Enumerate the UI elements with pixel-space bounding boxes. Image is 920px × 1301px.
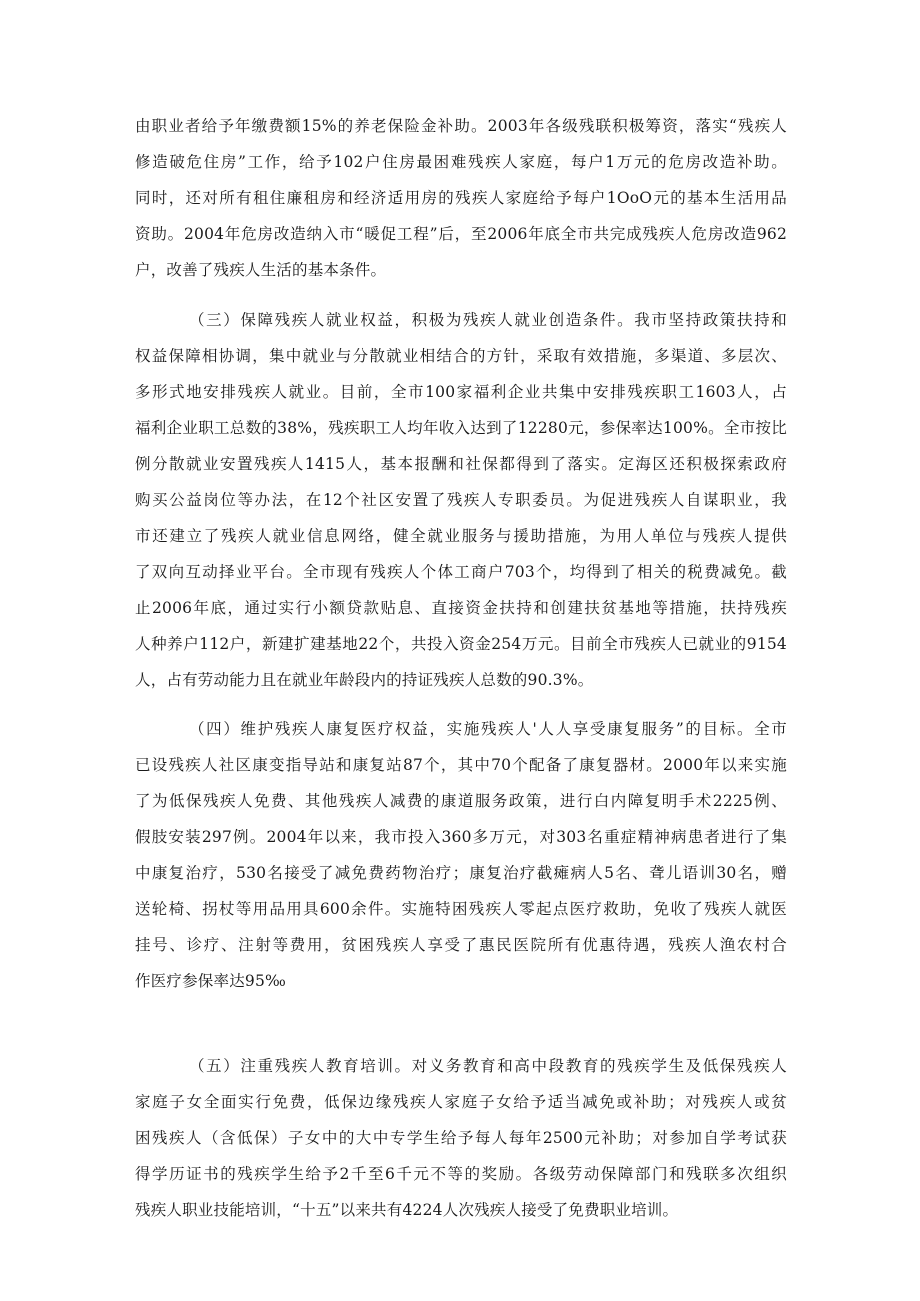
text-line: 挂号、诊疗、注射等费用，贫困残疾人享受了惠民医院所有优惠待遇，残疾人渔农村合: [135, 936, 787, 954]
text-line: 作医疗参保率达95‰: [135, 972, 287, 990]
text-line: 已设残疾人社区康变指导站和康复站87个，其中70个配备了康复器材。2000年以来实施: [135, 756, 787, 774]
text-line: 修造破危住房”工作，给予102户住房最困难残疾人家庭，每户1万元的危房改造补助。: [135, 153, 787, 171]
text-line: 例分散就业安置残疾人1415人，基本报酬和社保都得到了落实。定海区还积极探索政府: [135, 455, 787, 473]
text-line: 家庭子女全面实行免费，低保边缘残疾人家庭子女给予适当减免或补助；对残疾人或贫: [135, 1093, 787, 1111]
paragraph-rehabilitation: [135, 711, 787, 999]
paragraph-employment: [135, 302, 787, 698]
text-line: （四）维护残疾人康复医疗权益，实施残疾人'人人享受康复服务”的目标。全市: [189, 720, 787, 738]
text-line: 权益保障相协调，集中就业与分散就业相结合的方针，采取有效措施，多渠道、多层次、: [135, 347, 787, 365]
text-line: 福利企业职工总数的38%，残疾职工人均年收入达到了12280元，参保率达100%。全市按比: [135, 419, 787, 437]
text-line: 了为低保残疾人免费、其他残疾人减费的康道服务政策，进行白内障复明手术2225例、: [135, 792, 787, 810]
paragraph-education: [135, 1048, 787, 1228]
text-line: （三）保障残疾人就业权益，积极为残疾人就业创造条件。我市坚持政策扶持和: [189, 311, 787, 329]
text-line: 人种养户112户，新建扩建基地22个，共投入资金254万元。目前全市残疾人已就业的9154: [135, 635, 787, 653]
text-line: 多形式地安排残疾人就业。目前，全市100家福利企业共集中安排残疾职工1603人，占: [135, 383, 787, 401]
text-line: 假肢安装297例。2004年以来，我市投入360多万元，对303名重症精神病患者进行了集: [135, 828, 787, 846]
paragraph-housing: [135, 108, 787, 288]
text-line: 资助。2004年危房改造纳入市“暖促工程”后，至2006年底全市共完成残疾人危房改造962: [135, 225, 787, 243]
text-line: 同时，还对所有租住廉租房和经济适用房的残疾人家庭给予每户1OoO元的基本生活用品: [135, 189, 787, 207]
text-line: 残疾人职业技能培训，“十五”以来共有4224人次残疾人接受了免费职业培训。: [135, 1201, 679, 1219]
text-line: 中康复治疗，530名接受了减免费药物治疗；康复治疗截瘫病人5名、聋儿语训30名，赠: [135, 864, 787, 882]
text-line: 户，改善了残疾人生活的基本条件。: [135, 261, 387, 279]
text-line: 送轮椅、拐杖等用品用具600余件。实施特困残疾人零起点医疗救助，免收了残疾人就医: [135, 900, 787, 918]
text-line: 了双向互动择业平台。全市现有残疾人个体工商户703个，均得到了相关的税费减免。截: [135, 563, 787, 581]
text-line: 得学历证书的残疾学生给予2千至6千元不等的奖励。各级劳动保障部门和残联多次组织: [135, 1165, 787, 1183]
text-line: 购买公益岗位等办法，在12个社区安置了残疾人专职委员。为促进残疾人自谋职业，我: [135, 491, 787, 509]
text-line: 困残疾人（含低保）子女中的大中专学生给予每人每年2500元补助；对参加自学考试获: [135, 1129, 787, 1147]
text-line: 市还建立了残疾人就业信息网络，健全就业服务与援助措施，为用人单位与残疾人提供: [135, 527, 787, 545]
text-line: （五）注重残疾人教育培训。对义务教育和高中段教育的残疾学生及低保残疾人: [189, 1057, 787, 1075]
text-line: 人，占有劳动能力且在就业年龄段内的持证残疾人总数的90.3%。: [135, 671, 594, 689]
text-line: 止2006年底，通过实行小额贷款贴息、直接资金扶持和创建扶贫基地等措施，扶持残疾: [135, 599, 787, 617]
text-line: 由职业者给予年缴费额15%的养老保险金补助。2003年各级残联积极筹资，落实“残疾人: [135, 117, 787, 135]
